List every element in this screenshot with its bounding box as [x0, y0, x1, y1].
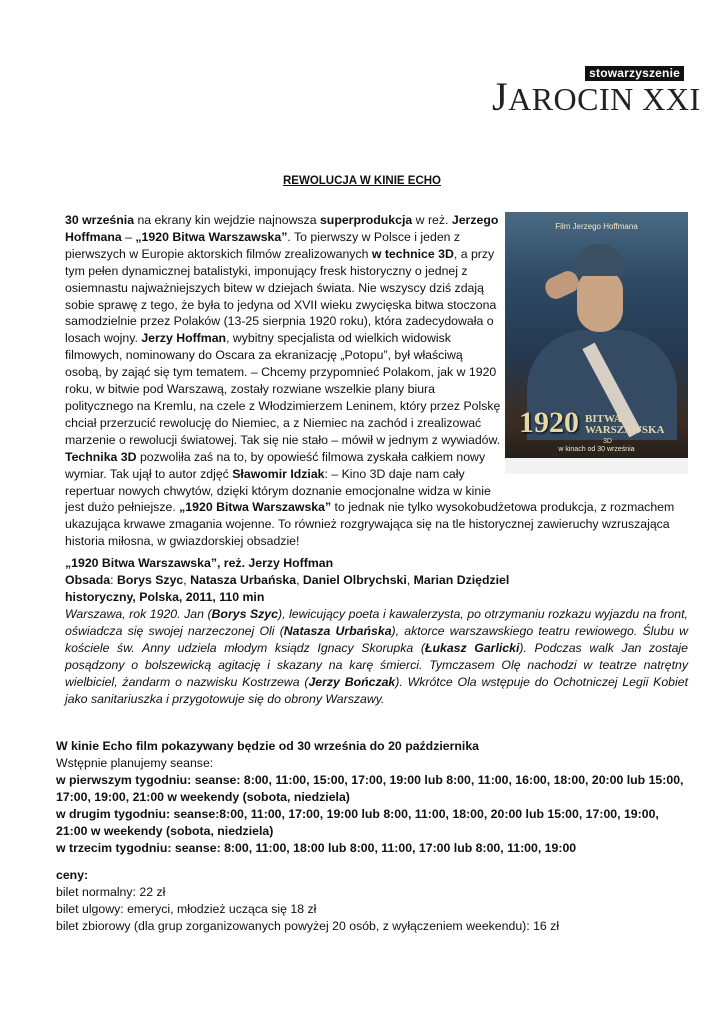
price-group: bilet zbiorowy (dla grup zorganizowanych powyżej 20 osób, z wyłączeniem weekendu): 16 zł — [56, 919, 560, 933]
ticket-prices — [56, 867, 691, 935]
poster-title-year: 1920 — [519, 406, 579, 439]
film-title-line: „1920 Bitwa Warszawska”, reż. Jerzy Hoffman — [65, 556, 334, 570]
schedule-headline: W kinie Echo film pokazywany będzie od 30 września do 20 października — [56, 739, 479, 753]
article-paragraph: 30 września na ekrany kin wejdzie najnowsza superprodukcja w reż. Jerzego Hoffmana – „1920 Bitwa Warszawska”. To pierwszy w Polsce i jeden z pierwszych w Europie aktorskich filmów zrealizowanych w technice 3D, a przy tym pełen dynamicznej batalistyki, imponujący fresk historyczny o jednej z osiemnastu najważniejszych bitew w dziejach świata. Nie wszyscy dziś zdają sobie sprawę z tego, że była to jedyna od XVII wieku zwycięska bitwa stoczona samodzielnie przez Polaków (13-25 sierpnia 1920 roku), która zadecydowała o losach wojny. Jerzy Hoffman, wybitny specjalista od wielkich widowisk filmowych, nominowany do Oscara za ekranizację „Potopu”, był właściwą osobą, by zająć się tym tematem. – Chcemy przypomnieć Polakom, jak w 1920 roku, w bitwie pod Warszawą, zostały rozwiane wszelkie plany biura politycznego na Kremlu, na czele z Włodzimierzem Leninem, który przez Polskę chciał przerzucić rewolucję do Niemiec, a z Niemiec na zachód i zrealizować marzenie o rewolucji światowej. Tak się nie stało – mówił w jednym z wywiadów. Technika 3D pozwoliła zaś na to, by opowieść filmowa zyskała całkiem nowy wymiar. Tak ujął to autor zdjęć Sławomir Idziak: – Kino 3D daje nam cały repertuar nowych chwytów, dzięki którym doznanie emocjonalne widza w kinie jest dużo pełniejsze. „1920 Bitwa Warszawska” to jednak nie tylko wysokobudżetowa produkcja, z rozmachem ukazująca krwawe zmagania wojenne. To również rozgrywająca się na tle historycznej zawieruchy wzruszająca historia miłosna, w gwiazdorskiej obsadzie! — [65, 212, 688, 550]
page-title: REWOLUCJA W KINIE ECHO — [282, 175, 442, 187]
film-cast-line: Obsada: Borys Szyc, Natasza Urbańska, Daniel Olbrychski, Marian Dziędziel — [65, 573, 510, 587]
schedule-week-1: w pierwszym tygodniu: seanse: 8:00, 11:00, 15:00, 17:00, 19:00 lub 8:00, 11:00, 16:00, 18:00, 20:00 lub 15:00, 17:00, 19:00, 21:00 w weekendy (sobota, niedziela) — [56, 773, 684, 804]
schedule-week-3: w trzecim tygodniu: seanse: 8:00, 11:00, 18:00 lub 8:00, 11:00, 17:00 lub 8:00, 11:00, 19:00 — [56, 841, 577, 855]
logo-name: JAROCIN XXI — [492, 74, 701, 119]
schedule-week-2: w drugim tygodniu: seanse:8:00, 11:00, 17:00, 19:00 lub 8:00, 11:00, 18:00, 20:00 lub 15:00, 17:00, 19:00, 21:00 w weekendy (sobota, niedziela) — [56, 807, 659, 838]
screening-schedule — [56, 738, 691, 857]
film-synopsis: Warszawa, rok 1920. Jan (Borys Szyc), lewicujący poeta i kawalerzysta, po otrzymaniu rozkazu wyjazdu na front, oświadcza się swojej narzeczonej Oli (Natasza Urbańska), aktorce warszawskiego teatru rewiowego. Ślubu w kościele św. Anny udziela młodym ksiądz Ignacy Skorupka (Łukasz Garlicki). Podczas walk Jan zostaje posądzony o bolszewicką agitację i skazany na karę śmierci. Tymczasem Olę nachodzi w teatrze natrętny wielbiciel, żandarm o nazwisku Kostrzewa (Jerzy Bończak). Wkrótce Ola wstępuje do Ochotniczej Legii Kobiet jako sanitariuszka i przygotowuje się do obrony Warszawy. — [65, 607, 689, 706]
poster-director-line: Film Jerzego Hoffmana — [555, 222, 638, 231]
film-details — [65, 555, 688, 708]
poster-wrap-space — [502, 212, 688, 490]
jarocin-logo — [492, 66, 701, 119]
price-reduced: bilet ulgowy: emeryci, młodzież ucząca się 18 zł — [56, 902, 317, 916]
prices-label: ceny: — [56, 868, 89, 882]
logo-association-label: stowarzyszenie — [585, 66, 684, 81]
schedule-intro: Wstępnie planujemy seanse: — [56, 756, 214, 770]
poster-title-words: BITWA WARSZAWSKA — [585, 413, 665, 436]
film-info-line: historyczny, Polska, 2011, 110 min — [65, 590, 265, 604]
price-normal: bilet normalny: 22 zł — [56, 885, 166, 899]
poster-release-note: w kinach od 30 września — [558, 446, 635, 453]
poster-format: 3D — [603, 438, 612, 445]
